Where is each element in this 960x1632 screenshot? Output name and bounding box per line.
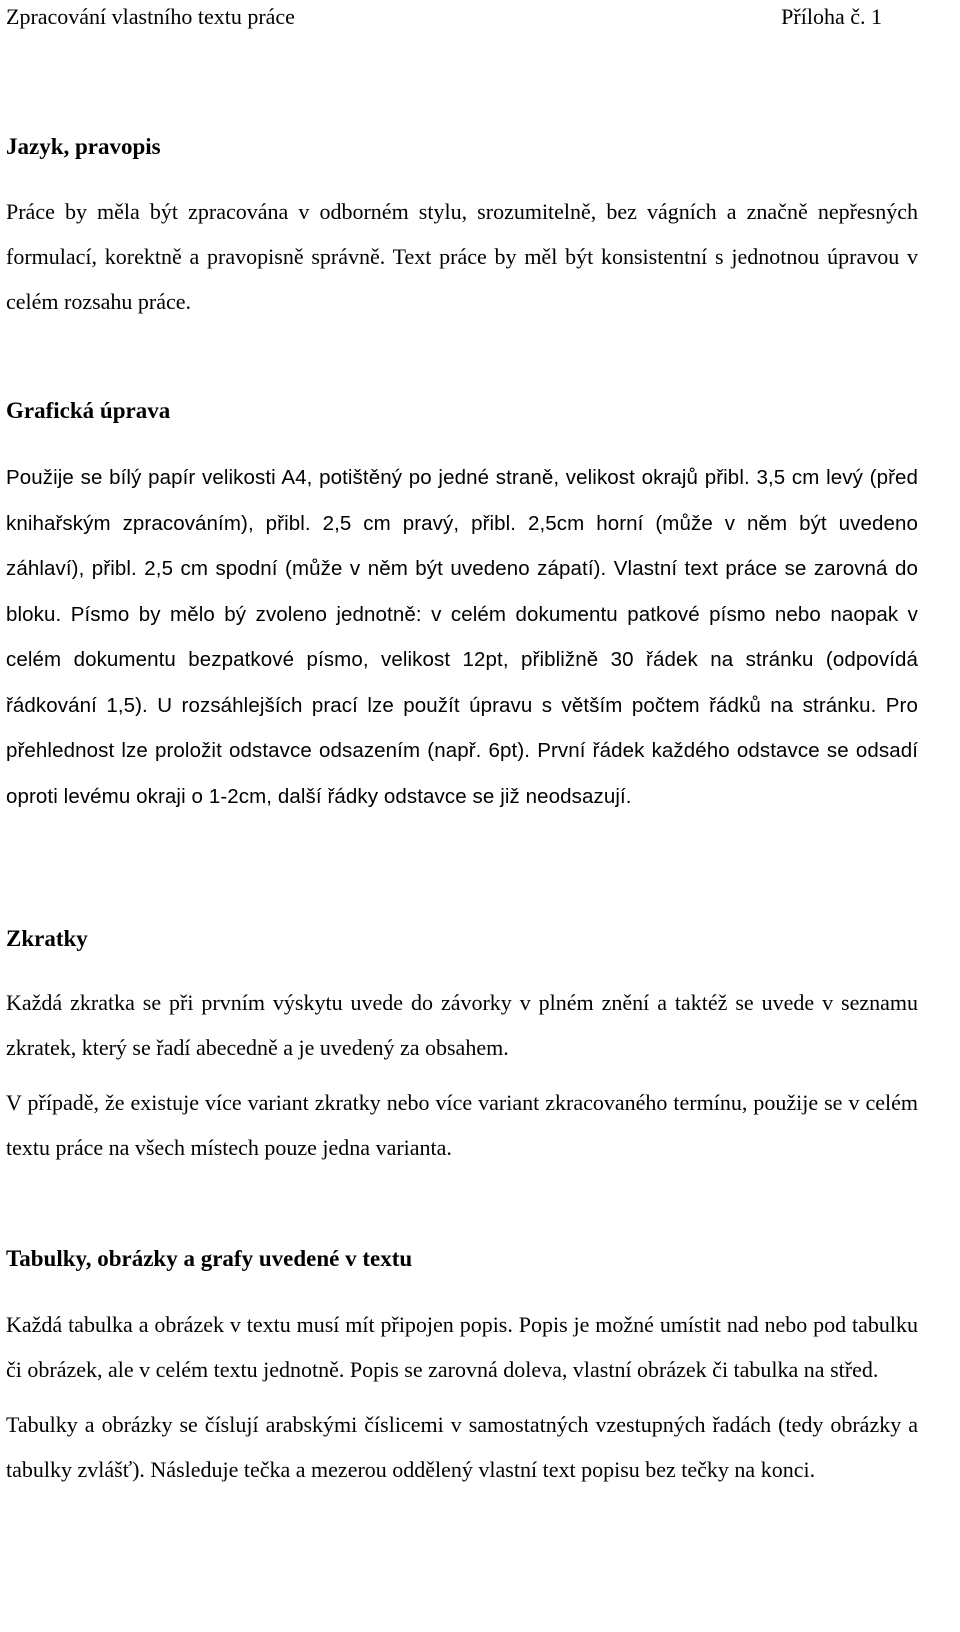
section-graphic bbox=[6, 396, 918, 819]
paragraph-language: Práce by měla být zpracována v odborném stylu, srozumitelně, bez vágních a značně nepřesných formulací, korektně a pravopisně správně. Text práce by měl být konsistentní s jednotnou úpravou v celém rozsahu práce. bbox=[6, 199, 918, 314]
section-title-abbreviations: Zkratky bbox=[6, 926, 88, 951]
paragraph-tables-1: Každá tabulka a obrázek v textu musí mít připojen popis. Popis je možné umístit nad nebo pod tabulku či obrázek, ale v celém textu jednotně. Popis se zarovná doleva, vlastní obrázek či tabulka na střed. bbox=[6, 1312, 918, 1382]
section-title-tables: Tabulky, obrázky a grafy uvedené v textu bbox=[6, 1246, 413, 1271]
section-title-graphic: Grafická úprava bbox=[6, 398, 171, 423]
header-document-title: Zpracování vlastního textu práce bbox=[6, 4, 295, 29]
header-appendix-label: Příloha č. 1 bbox=[781, 4, 882, 29]
paragraph-abbreviations-1: Každá zkratka se při prvním výskytu uvede do závorky v plném znění a taktéž se uvede v seznamu zkratek, který se řadí abecedně a je uvedený za obsahem. bbox=[6, 990, 918, 1060]
section-language bbox=[6, 132, 918, 324]
section-tables bbox=[6, 1244, 918, 1492]
section-title-language: Jazyk, pravopis bbox=[6, 134, 161, 159]
section-abbreviations bbox=[6, 924, 918, 1170]
paragraph-graphic: Použije se bílý papír velikosti A4, potištěný po jedné straně, velikost okrajů přibl. 3,5 cm levý (před knihařským zpracováním), přibl. 2,5 cm pravý, přibl. 2,5cm horní (může v něm být uvedeno záhlaví), přibl. 2,5 cm spodní (může v něm být uvedeno zápatí). Vlastní text práce se zarovná do bloku. Písmo by mělo bý zvoleno jednotně: v celém dokumentu patkové písmo nebo naopak v celém dokumentu bezpatkové písmo, velikost 12pt, přibližně 30 řádek na stránku (odpovídá řádkování 1,5). U rozsáhlejších prací lze použít úpravu s větším počtem řádků na stránku. Pro přehlednost lze proložit odstavce odsazením (např. 6pt). První řádek každého odstavce se odsadí oproti levému okraji o 1-2cm, další řádky odstavce se již neodsazují. bbox=[6, 466, 918, 808]
paragraph-tables-2: Tabulky a obrázky se číslují arabskými číslicemi v samostatných vzestupných řadách (tedy obrázky a tabulky zvlášť). Následuje tečka a mezerou oddělený vlastní text popisu bez tečky na konci. bbox=[6, 1412, 918, 1482]
paragraph-abbreviations-2: V případě, že existuje více variant zkratky nebo více variant zkracovaného termínu, použije se v celém textu práce na všech místech pouze jedna varianta. bbox=[6, 1090, 918, 1160]
running-header bbox=[6, 2, 882, 32]
